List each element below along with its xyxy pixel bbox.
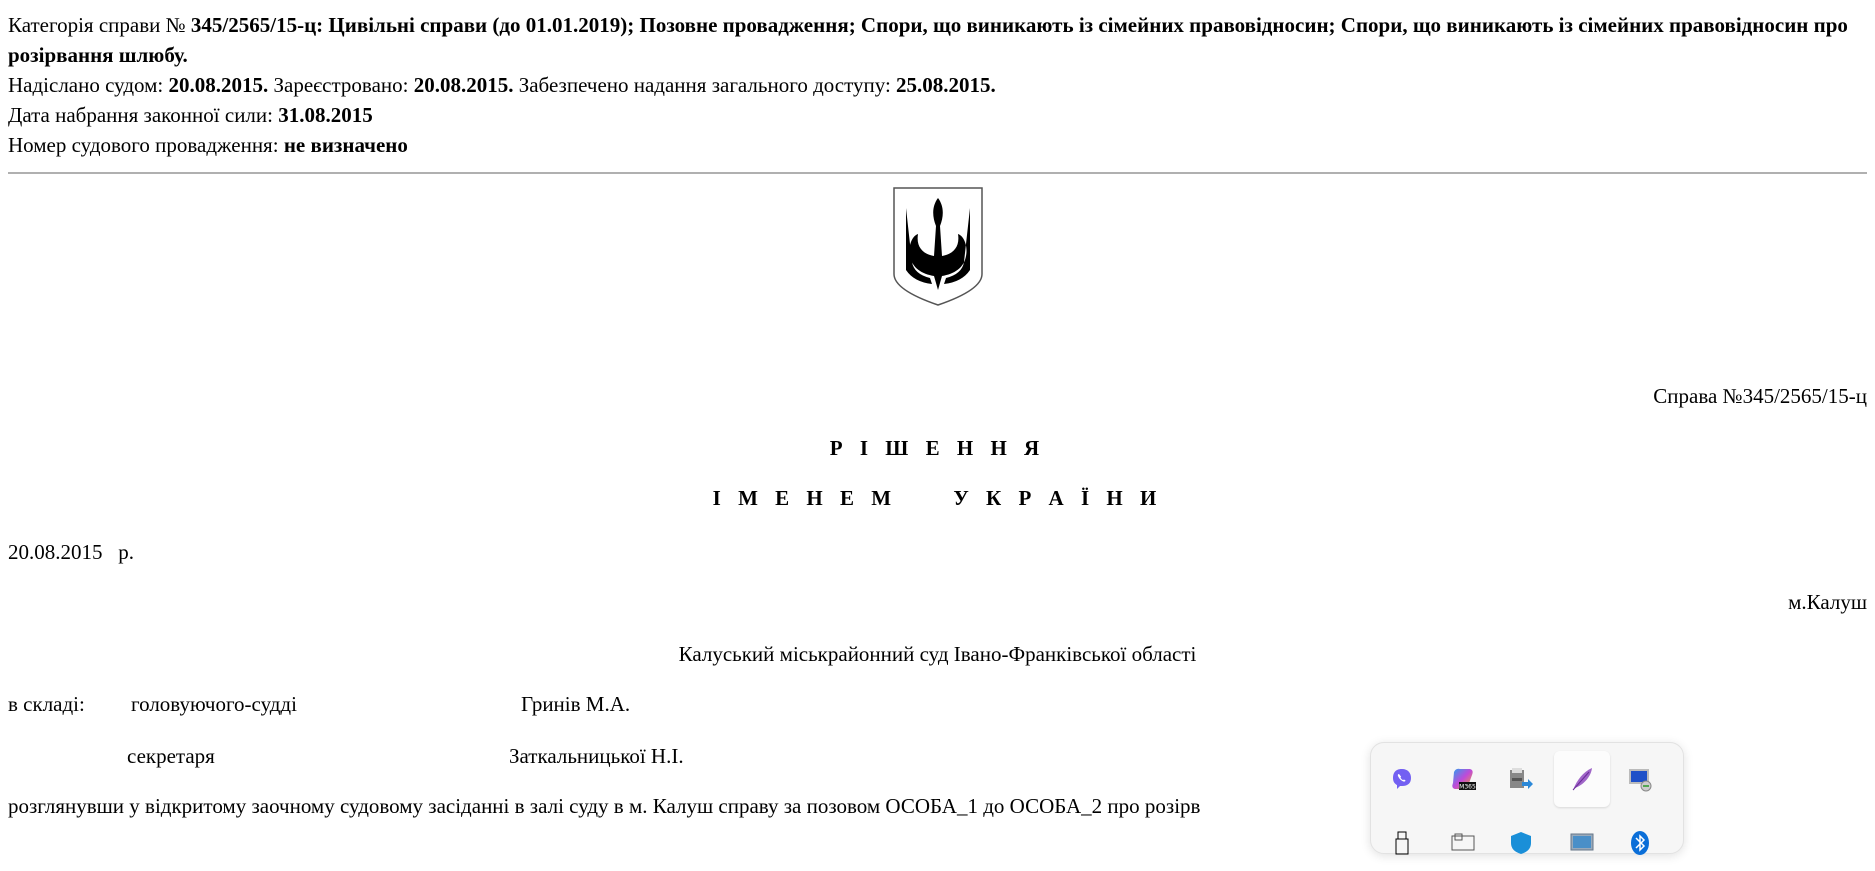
window-manager-icon[interactable] xyxy=(1435,815,1491,871)
judge-name: Гринів М.А. xyxy=(521,692,631,716)
security-shield-icon[interactable] xyxy=(1493,815,1549,871)
svg-text:M365: M365 xyxy=(1459,783,1476,791)
scan-to-icon[interactable] xyxy=(1493,751,1549,807)
m365-copilot-icon[interactable] xyxy=(1435,751,1491,807)
remote-desktop-icon[interactable] xyxy=(1612,751,1668,807)
divider xyxy=(8,172,1867,174)
usb-eject-icon[interactable] xyxy=(1374,815,1430,871)
coat-of-arms-icon xyxy=(892,186,984,307)
secretary-role: секретаря xyxy=(127,744,215,768)
system-tray-overflow xyxy=(1370,742,1684,854)
secretary-name: Заткальницької Н.І. xyxy=(509,744,684,768)
decision-intro: розглянувши у відкритому заочному судовому засіданні в залі суду в м. Калуш справу за позовом ОСОБА_1 до ОСОБА_2 про розірв xyxy=(8,794,1201,818)
display-icon[interactable] xyxy=(1554,815,1610,871)
judge-role: головуючого-судді xyxy=(131,692,297,716)
case-dates: Надіслано судом: 20.08.2015. Зареєстровано: 20.08.2015. Забезпечено надання загального доступу: 25.08.2015. xyxy=(8,73,996,97)
bluetooth-icon[interactable] xyxy=(1612,815,1668,871)
composition-label: в складі: xyxy=(8,692,85,716)
document-subtitle: І М Е Н Е М У К Р А Ї Н И xyxy=(712,486,1163,510)
feather-pen-icon[interactable] xyxy=(1554,751,1610,807)
effective-date: Дата набрання законної сили: 31.08.2015 xyxy=(8,103,373,127)
case-number: Справа №345/2565/15-ц xyxy=(1653,384,1867,408)
document-title: Р І Ш Е Н Н Я xyxy=(829,436,1046,460)
proceeding-number: Номер судового провадження: не визначено xyxy=(8,133,408,157)
court-name: Калуський міськрайонний суд Івано-Франківської області xyxy=(678,642,1197,666)
case-category: Категорія справи № 345/2565/15-ц: Цивільні справи (до 01.01.2019); Позовне провадження; Спори, що виникають із сімейних правовідносин; Спори, що виникають із сімейних правовідносин про розірвання шлюбу. xyxy=(8,13,1848,67)
decision-date: 20.08.2015 р. xyxy=(8,540,134,564)
viber-icon[interactable] xyxy=(1374,751,1430,807)
case-metadata xyxy=(8,10,1868,160)
city: м.Калуш xyxy=(1788,590,1867,614)
